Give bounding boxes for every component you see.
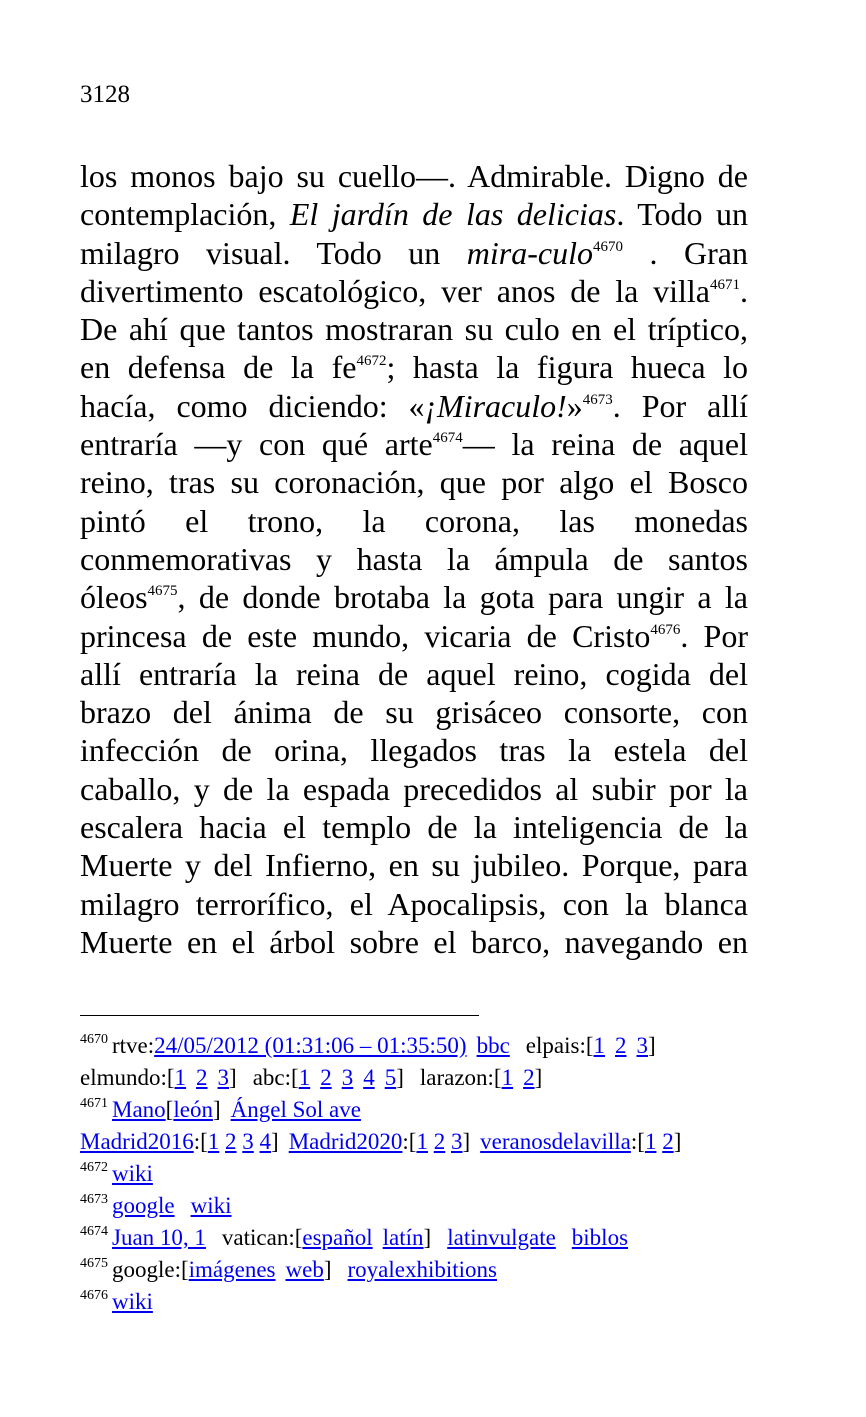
text-line: hacía, como diciendo: «¡Miraculo!»$^{4673}$. Por allí: [80, 387, 749, 424]
madrid2016-link-1[interactable]: 1: [207, 1129, 220, 1154]
text-line: reino, tras su coronación, que por algo el Bosco: [80, 464, 748, 501]
footnote-number: 4670: [80, 1032, 108, 1047]
footnote-separator: [80, 1015, 479, 1016]
elmundo-link-2[interactable]: 2: [196, 1065, 208, 1090]
text-line: De ahí que tantos mostraran su culo en el tríptico,: [80, 311, 748, 348]
leon-link[interactable]: león: [173, 1097, 213, 1122]
footnote-number: 4672: [80, 1160, 108, 1175]
veranosdelavilla-link[interactable]: veranosdelavilla: [480, 1129, 631, 1154]
elmundo-link-1[interactable]: 1: [174, 1065, 187, 1090]
elpais-link-2[interactable]: 2: [615, 1033, 627, 1058]
footnote-number: 4673: [80, 1192, 108, 1207]
footnote-number: 4671: [80, 1096, 108, 1111]
wiki-link[interactable]: wiki: [190, 1193, 232, 1218]
footnote-4671: $^{4671}$ Mano[león] Ángel Sol ave: [80, 1096, 361, 1122]
text-line: Muerte en el árbol sobre el barco, navegando en: [80, 923, 748, 960]
text-line: óleos$^{4675}$, de donde brotaba la gota para ungir a la: [80, 579, 748, 616]
elpais-link-1[interactable]: 1: [593, 1033, 605, 1058]
abc-link-3[interactable]: 3: [341, 1065, 354, 1090]
madrid2016-link-4[interactable]: 4: [259, 1129, 272, 1154]
wiki-link[interactable]: wiki: [112, 1161, 153, 1186]
footnotes: [80, 1030, 780, 1318]
elmundo-link-3[interactable]: 3: [217, 1065, 230, 1090]
italic-term: mira-culo: [466, 234, 593, 271]
text-line: divertimento escatológico, ver anos de la villa$^{4671}$.: [80, 272, 748, 309]
juan-link[interactable]: Juan 10, 1: [112, 1225, 206, 1250]
rtve-link[interactable]: 24/05/2012 (01:31:06 – 01:35:50): [154, 1033, 467, 1058]
madrid2020-link-2[interactable]: 2: [433, 1129, 446, 1154]
text-line: allí entraría la reina de aquel reino, cogida del: [80, 655, 748, 692]
text-line: caballo, y de la espada precedidos al subir por la: [80, 770, 748, 807]
google-link[interactable]: google: [112, 1193, 175, 1218]
text-line: pintó el trono, la corona, las monedas: [80, 502, 748, 539]
madrid2020-link-3[interactable]: 3: [450, 1129, 463, 1154]
text-line: los monos bajo su cuello―. Admirable. Digno de: [80, 158, 748, 194]
footnote-ref: 4673: [582, 391, 613, 408]
artwork-title: El jardín de las delicias: [289, 196, 617, 233]
madrid2016-link-3[interactable]: 3: [242, 1129, 254, 1154]
text-line: infección de orina, llegados tras la estela del: [80, 732, 748, 769]
abc-link-4[interactable]: 4: [363, 1065, 375, 1090]
footnote-ref: 4672: [356, 353, 387, 370]
madrid2020-link[interactable]: Madrid2020: [288, 1129, 403, 1154]
text-line: milagro terrorífico, el Apocalipsis, con la blanca: [80, 885, 748, 922]
latinvulgate-link[interactable]: latinvulgate: [447, 1225, 556, 1250]
footnote-ref: 4670: [593, 238, 623, 255]
text-line: princesa de este mundo, vicaria de Cristo$^{4676}$. Por: [80, 617, 749, 654]
biblos-link[interactable]: biblos: [571, 1225, 629, 1250]
text-line: conmemorativas y hasta la ámpula de santos: [80, 540, 748, 577]
google-images-link[interactable]: imágenes: [188, 1257, 276, 1282]
footnote-4676: [80, 1286, 780, 1318]
footnote-4670: $^{4670}$ rtve:24/05/2012 (01:31:06 – 01:35:50) bbc elpais:[1 2 3]: [80, 1032, 656, 1058]
mano-link[interactable]: Mano: [112, 1097, 166, 1122]
body-text: [80, 157, 748, 961]
text-line: en defensa de la $fe^{4672}$; hasta la figura hueca lo: [80, 349, 749, 386]
text-line: escalera hacia el templo de la inteligencia de la: [80, 809, 748, 846]
text-line: contemplación, El jardín de las delicias. Todo un: [80, 196, 749, 233]
footnote-4671-cont: Madrid2016:[1 2 3 4] Madrid2020:[1 2 3] veranosdelavilla:[1 2]: [80, 1129, 682, 1154]
footnote-ref: 4676: [650, 621, 681, 638]
veranos-link-1[interactable]: 1: [644, 1129, 657, 1154]
text-line: entraría ―y con qué arte$^{4674}$― la reina de aquel: [80, 426, 749, 463]
text-line: Muerte y del Infierno, en su jubileo. Porque, para: [80, 847, 748, 884]
abc-link-5[interactable]: 5: [384, 1065, 397, 1090]
google-web-link[interactable]: web: [285, 1257, 324, 1282]
veranos-link-2[interactable]: 2: [662, 1129, 674, 1154]
footnote-number: 4675: [80, 1256, 108, 1271]
madrid2020-link-1[interactable]: 1: [416, 1129, 428, 1154]
wiki-link[interactable]: wiki: [112, 1289, 153, 1314]
footnote-number: 4674: [80, 1224, 108, 1239]
footnote-4670-cont: elmundo:[1 2 3] abc:[1 2 3 4 5] larazon:[1 2]: [80, 1065, 543, 1090]
footnote-4675: $^{4675}$ google:[imágenes web] royalexhibitions: [80, 1256, 497, 1282]
footnote-4673: [80, 1190, 780, 1222]
abc-link-1[interactable]: 1: [298, 1065, 311, 1090]
footnote-4674: $^{4674}$ Juan 10, 1 vatican:[español latín] latinvulgate biblos: [80, 1224, 629, 1250]
footnote-number: 4676: [80, 1288, 108, 1303]
italic-term: ¡Miraculo!: [424, 387, 567, 424]
madrid2016-link-2[interactable]: 2: [225, 1129, 237, 1154]
vatican-espanol-link[interactable]: español: [302, 1225, 373, 1250]
page-number: 3128: [80, 81, 130, 108]
footnote-ref: 4675: [147, 583, 178, 600]
larazon-link-2[interactable]: 2: [523, 1065, 535, 1090]
text-line: brazo del ánima de su grisáceo consorte, con: [80, 694, 748, 731]
footnote-ref: 4671: [710, 276, 740, 293]
angel-sol-link[interactable]: Ángel Sol ave: [230, 1097, 361, 1122]
bbc-link[interactable]: bbc: [476, 1033, 510, 1058]
vatican-latin-link[interactable]: latín: [382, 1225, 424, 1250]
madrid2016-link[interactable]: Madrid2016: [80, 1129, 194, 1154]
royalexhibitions-link[interactable]: royalexhibitions: [347, 1257, 497, 1282]
footnote-4672: [80, 1158, 780, 1190]
larazon-link-1[interactable]: 1: [501, 1065, 514, 1090]
abc-link-2[interactable]: 2: [320, 1065, 332, 1090]
elpais-link-3[interactable]: 3: [636, 1033, 648, 1058]
text-line: milagro visual. Todo un mira-culo$^{4670}$ . Gran: [80, 234, 749, 271]
footnote-ref: 4674: [432, 430, 463, 447]
